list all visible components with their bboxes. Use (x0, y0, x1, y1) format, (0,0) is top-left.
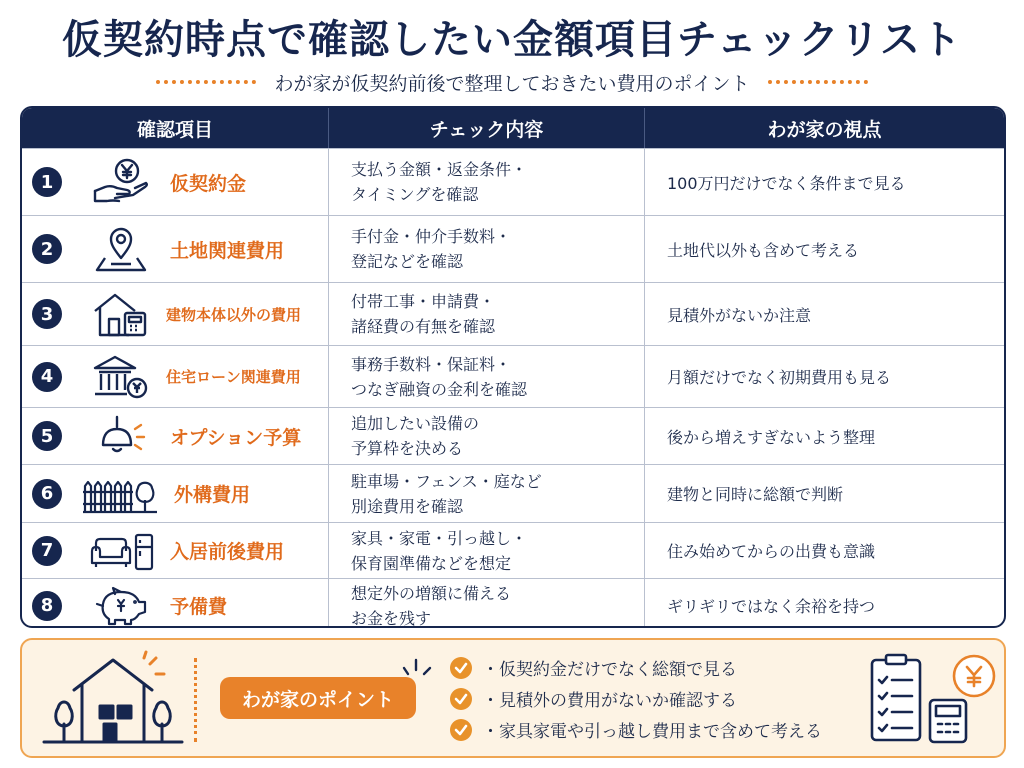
checklist-table (20, 106, 1006, 628)
check-circle-icon (450, 657, 472, 679)
check-line: 支払う金額・返金条件・ (351, 160, 528, 179)
subtitle-row (0, 70, 1024, 94)
check-line: 追加したい設備の (351, 414, 480, 433)
sofa-fridge-icon (86, 525, 156, 577)
map-pin-icon (86, 223, 156, 275)
header-check: チェック内容 (328, 108, 644, 148)
row-number: 8 (32, 591, 62, 621)
bank-yen-icon (86, 351, 156, 403)
item-label: 住宅ローン関連費用 (166, 368, 301, 386)
row-number: 2 (32, 234, 62, 264)
view-cell: 住み始めてからの出費も意識 (644, 523, 1004, 578)
fence-tree-icon (80, 468, 160, 520)
page-title: 仮契約時点で確認したい金額項目チェックリスト (62, 17, 962, 63)
view-cell: 後から増えすぎないよう整理 (644, 408, 1004, 464)
table-row (22, 464, 1004, 522)
house-trees-icon (38, 650, 188, 750)
yen-calculator-icon (924, 652, 1004, 746)
check-line: つなぎ融資の金利を確認 (351, 379, 528, 399)
check-line: 駐車場・フェンス・庭など (351, 471, 542, 491)
check-cell (328, 216, 644, 282)
check-line: 諸経費の有無を確認 (351, 317, 496, 336)
view-cell: 見積外がないか注意 (644, 283, 1004, 345)
item-cell (22, 523, 328, 578)
point-text: ・仮契約金だけでなく総額で見る (482, 660, 737, 680)
row-number: 1 (32, 167, 62, 197)
check-line: タイミングを確認 (351, 185, 479, 204)
point-badge: わが家のポイント (220, 677, 416, 719)
view-cell: 建物と同時に総額で判断 (644, 465, 1004, 522)
check-line: 事務手数料・保証料・ (351, 354, 512, 374)
table-row (22, 148, 1004, 215)
check-cell (328, 523, 644, 578)
check-line: 別途費用を確認 (351, 496, 464, 516)
row-number: 5 (32, 421, 62, 451)
table-row (22, 407, 1004, 464)
clipboard-checklist-icon (868, 652, 924, 744)
left-dots (156, 80, 256, 84)
view-cell: 月額だけでなく初期費用も見る (644, 346, 1004, 407)
sparkle-icon (402, 654, 432, 678)
check-cell (328, 465, 644, 522)
check-cell (328, 283, 644, 345)
item-cell (22, 216, 328, 282)
table-row (22, 215, 1004, 282)
item-label: 予備費 (170, 596, 228, 618)
check-cell (328, 149, 644, 215)
item-cell (22, 149, 328, 215)
check-cell (328, 346, 644, 407)
check-line: 想定外の増額に備える (351, 583, 512, 603)
table-header (22, 108, 1004, 148)
pendant-lamp-icon (86, 410, 156, 462)
item-cell (22, 465, 328, 522)
item-label: 建物本体以外の費用 (166, 305, 302, 324)
right-dots (768, 80, 868, 84)
point-text: ・見積外の費用がないか確認する (482, 691, 737, 711)
item-label: 仮契約金 (170, 172, 247, 195)
item-cell (22, 283, 328, 345)
piggy-bank-icon (86, 580, 156, 629)
check-circle-icon (450, 688, 472, 710)
item-label: オプション予算 (170, 426, 302, 449)
check-line: 登記などを確認 (351, 252, 464, 271)
check-line: 家具・家電・引っ越し・ (351, 528, 528, 548)
item-label: 土地関連費用 (170, 239, 285, 262)
check-line: お金を残す (351, 608, 432, 628)
row-number: 7 (32, 536, 62, 566)
view-cell: 土地代以外も含めて考える (644, 216, 1004, 282)
item-cell (22, 579, 328, 628)
point-item (450, 714, 822, 745)
check-line: 付帯工事・申請費・ (351, 292, 496, 311)
check-line: 予算枠を決める (351, 439, 464, 458)
subtitle: わが家が仮契約前後で整理しておきたい費用のポイント (274, 72, 750, 95)
item-cell (22, 408, 328, 464)
table-row (22, 282, 1004, 345)
check-cell (328, 579, 644, 628)
house-calculator-icon (86, 288, 156, 340)
yen-hand-icon (86, 156, 156, 208)
divider-dots (194, 658, 197, 742)
check-line: 手付金・仲介手数料・ (351, 227, 512, 246)
header-item: 確認項目 (136, 118, 213, 141)
point-item (450, 683, 822, 714)
view-cell: 100万円だけでなく条件まで見る (644, 149, 1004, 215)
row-number: 3 (32, 299, 62, 329)
item-label: 入居前後費用 (170, 541, 285, 563)
table-row (22, 522, 1004, 578)
table-row (22, 345, 1004, 407)
point-list (450, 652, 822, 745)
point-item (450, 652, 822, 683)
item-cell (22, 346, 328, 407)
check-line: 保育園準備などを想定 (351, 553, 512, 573)
point-box (20, 638, 1006, 758)
check-cell (328, 408, 644, 464)
row-number: 4 (32, 362, 62, 392)
check-circle-icon (450, 719, 472, 741)
table-row (22, 578, 1004, 628)
item-label: 外構費用 (174, 484, 251, 506)
row-number: 6 (32, 479, 62, 509)
header-view: わが家の視点 (644, 108, 1004, 148)
view-cell: ギリギリではなく余裕を持つ (644, 579, 1004, 628)
point-text: ・家具家電や引っ越し費用まで含めて考える (482, 722, 822, 742)
